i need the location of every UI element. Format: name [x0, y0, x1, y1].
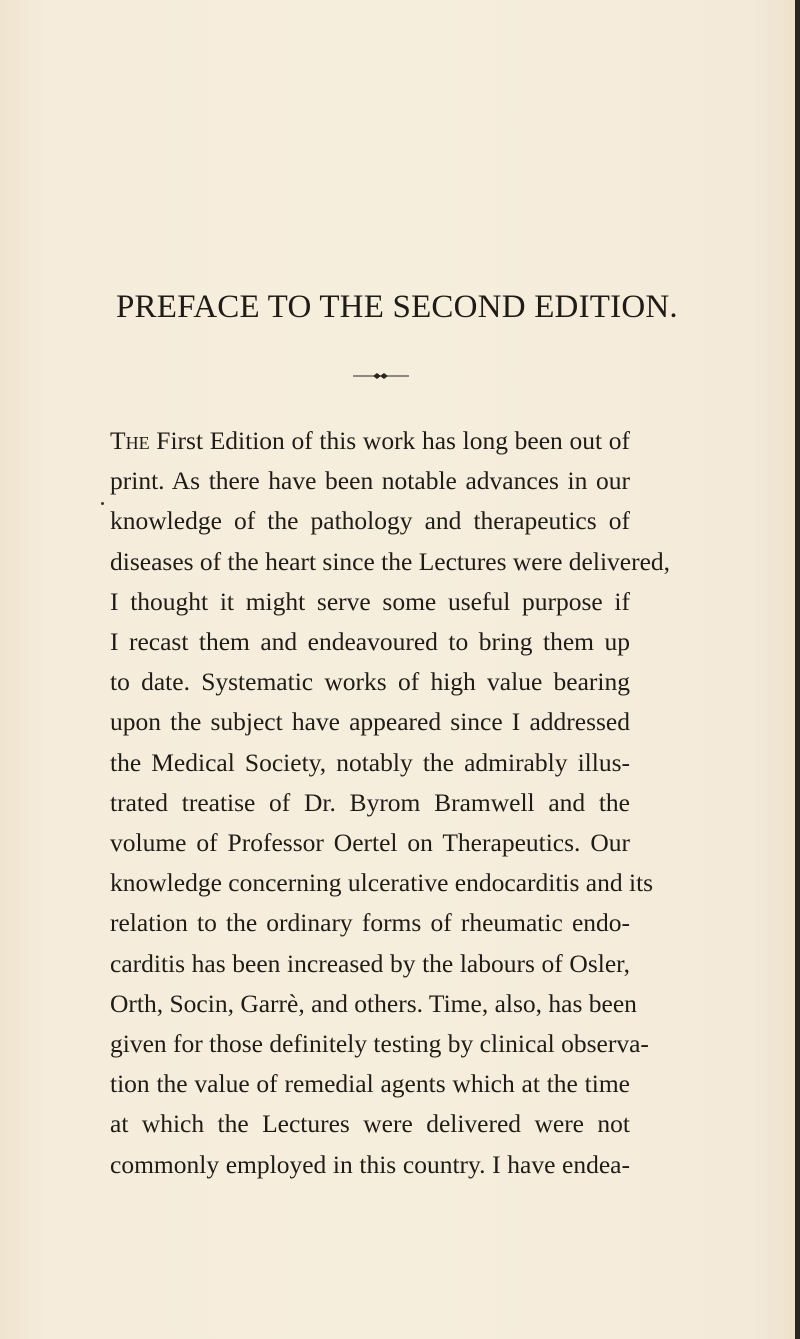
paragraph-line: The First Edition of this work has long been out of	[110, 426, 630, 455]
first-word: The	[110, 426, 150, 455]
paragraph-line: relation to the ordinary forms of rheumatic endo-	[110, 908, 630, 938]
paragraph-line: I recast them and endeavoured to bring them up	[110, 627, 630, 657]
paragraph-line: tion the value of remedial agents which at the time	[110, 1069, 630, 1099]
paragraph-line: commonly employed in this country. I have endea-	[110, 1149, 630, 1179]
paragraph-line: Orth, Socin, Garrè, and others. Time, also, has been	[110, 988, 637, 1018]
paragraph-line: print. As there have been notable advances in our	[110, 466, 630, 496]
preface-paragraph	[110, 421, 671, 1185]
page-edge-shadow	[795, 0, 800, 1339]
paragraph-line: knowledge of the pathology and therapeutics of	[110, 506, 630, 536]
paragraph-line: at which the Lectures were delivered were not	[110, 1109, 630, 1139]
paragraph-line: diseases of the heart since the Lectures were delivered,	[110, 546, 671, 576]
paragraph-line: I thought it might serve some useful purpose if	[110, 586, 630, 616]
paragraph-line: volume of Professor Oertel on Therapeutics. Our	[110, 828, 630, 858]
print-speck	[101, 502, 104, 505]
page-title: PREFACE TO THE SECOND EDITION.	[116, 289, 678, 325]
paragraph-line: the Medical Society, notably the admirably illus-	[110, 747, 630, 777]
paragraph-line: knowledge concerning ulcerative endocarditis and its	[110, 868, 654, 898]
paragraph-line: to date. Systematic works of high value bearing	[110, 667, 630, 697]
rule-ornament-icon	[353, 372, 409, 380]
paragraph-line: upon the subject have appeared since I addressed	[110, 707, 630, 737]
paragraph-line: carditis has been increased by the labours of Osler,	[110, 948, 630, 978]
paragraph-line: trated treatise of Dr. Byrom Bramwell and the	[110, 787, 630, 817]
paragraph-line: given for those definitely testing by clinical observa-	[110, 1029, 649, 1059]
